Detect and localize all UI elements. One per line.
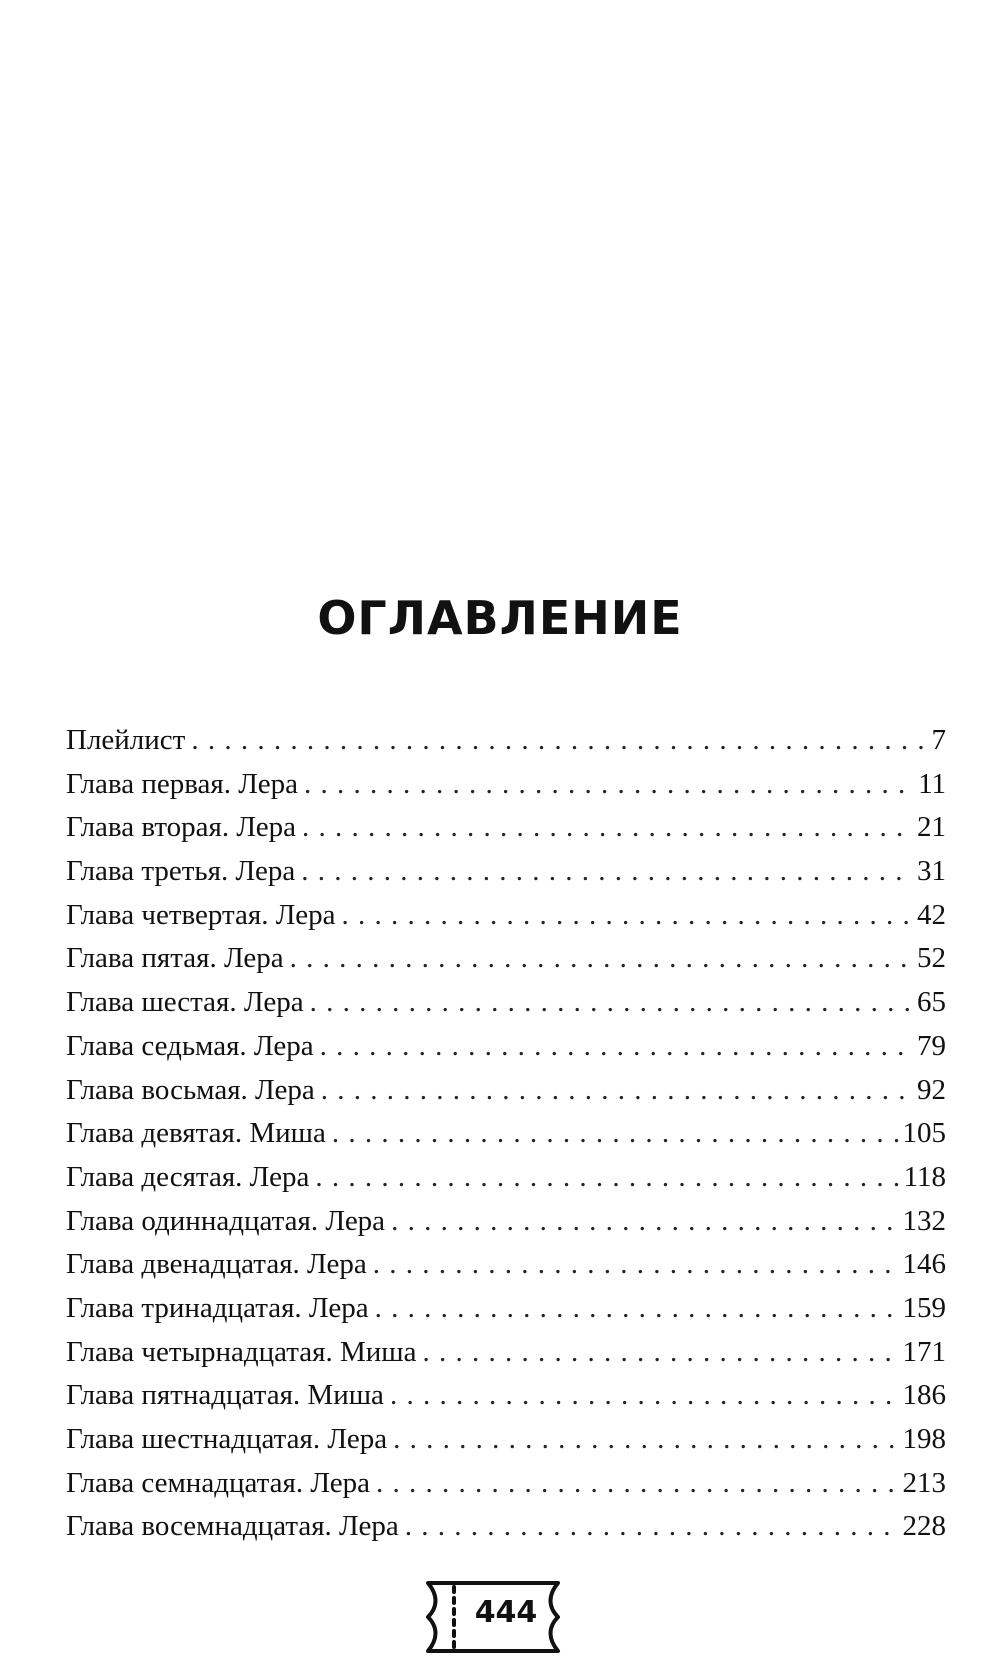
toc-entry xyxy=(66,899,946,943)
toc-entry xyxy=(66,942,946,986)
toc-entry xyxy=(66,768,946,812)
dot-leader xyxy=(393,1423,898,1456)
toc-entry-page: 21 xyxy=(917,811,946,844)
dot-leader xyxy=(302,811,913,844)
toc-entry xyxy=(66,1117,946,1161)
toc-entry-page: 186 xyxy=(902,1379,946,1412)
toc-entry-title: Глава вторая. Лера xyxy=(66,811,297,844)
dot-leader xyxy=(310,986,913,1019)
dot-leader xyxy=(391,1205,898,1238)
dot-leader xyxy=(191,724,927,757)
toc-entry-title: Глава пятнадцатая. Миша xyxy=(66,1379,384,1412)
toc-entry-page: 198 xyxy=(902,1423,946,1455)
toc-entry-title: Глава первая. Лера xyxy=(66,767,298,800)
dot-leader xyxy=(332,1117,899,1150)
toc-entry-title: Глава семнадцатая. Лера xyxy=(66,1466,371,1499)
toc-entry-title: Глава десятая. Лера xyxy=(66,1160,310,1193)
toc-entry xyxy=(66,1510,946,1554)
toc-entry xyxy=(66,855,946,899)
toc-entry-title: Глава восьмая. Лера xyxy=(66,1073,315,1106)
toc-entry-page: 146 xyxy=(902,1248,946,1281)
toc-entry-page: 52 xyxy=(917,942,946,975)
toc-entry-title: Глава четырнадцатая. Миша xyxy=(66,1335,417,1368)
toc-entry xyxy=(66,1074,946,1118)
toc-entry-page: 105 xyxy=(902,1117,946,1150)
toc-entry-title: Глава седьмая. Лера xyxy=(66,1029,314,1062)
dot-leader xyxy=(320,1030,913,1063)
toc-entry-title: Глава третья. Лера xyxy=(66,855,296,888)
toc-entry-title: Глава восемнадцатая. Лера xyxy=(66,1510,399,1543)
dot-leader xyxy=(321,1074,913,1107)
toc-entry-title: Глава пятая. Лера xyxy=(66,942,284,975)
toc-entry-page: 92 xyxy=(917,1073,946,1106)
toc-entry xyxy=(66,986,946,1030)
toc-entry xyxy=(66,1161,946,1205)
toc-entry xyxy=(66,1292,946,1336)
toc-entry xyxy=(66,724,946,768)
toc-entry-page: 213 xyxy=(902,1466,946,1499)
toc-entry xyxy=(66,811,946,855)
toc-entry xyxy=(66,1336,946,1380)
dot-leader xyxy=(341,899,913,932)
page-number: 444 xyxy=(474,1595,538,1630)
toc-entry-page: 7 xyxy=(931,724,946,756)
toc-entry xyxy=(66,1205,946,1249)
toc-entry xyxy=(66,1379,946,1423)
toc-entry-page: 65 xyxy=(917,986,946,1019)
toc-entry-title: Глава шестнадцатая. Лера xyxy=(66,1423,388,1455)
dot-leader xyxy=(301,855,913,888)
toc-entry xyxy=(66,1030,946,1074)
dot-leader xyxy=(375,1292,899,1325)
toc-entry-title: Плейлист xyxy=(66,724,186,756)
toc-entry-page: 132 xyxy=(902,1204,946,1237)
toc-entry-title: Глава одиннадцатая. Лера xyxy=(66,1204,386,1237)
page-title: ОГЛАВЛЕНИЕ xyxy=(317,590,683,645)
toc-entry xyxy=(66,1248,946,1292)
toc-entry-title: Глава девятая. Миша xyxy=(66,1117,326,1150)
dot-leader xyxy=(373,1248,899,1281)
toc-entry xyxy=(66,1423,946,1467)
toc-entry-title: Глава двенадцатая. Лера xyxy=(66,1248,367,1281)
toc-entry-page: 42 xyxy=(917,898,946,931)
toc-entry-page: 228 xyxy=(902,1510,946,1543)
dot-leader xyxy=(315,1161,899,1194)
toc-entry-page: 79 xyxy=(917,1029,946,1062)
dot-leader xyxy=(423,1336,899,1369)
toc-entry-title: Глава тринадцатая. Лера xyxy=(66,1291,369,1324)
toc-entry xyxy=(66,1467,946,1511)
toc-entry-page: 171 xyxy=(902,1335,946,1368)
page-number-badge xyxy=(418,1575,568,1659)
table-of-contents xyxy=(66,724,946,1554)
dot-leader xyxy=(390,1379,899,1412)
toc-entry-page: 118 xyxy=(903,1160,946,1193)
dot-leader xyxy=(304,768,914,801)
dot-leader xyxy=(405,1510,899,1543)
toc-entry-page: 11 xyxy=(918,767,946,800)
toc-entry-page: 159 xyxy=(902,1291,946,1324)
dot-leader xyxy=(376,1467,898,1500)
toc-entry-page: 31 xyxy=(917,855,946,888)
toc-entry-title: Глава шестая. Лера xyxy=(66,986,304,1019)
dot-leader xyxy=(290,942,913,975)
toc-entry-title: Глава четвертая. Лера xyxy=(66,898,336,931)
